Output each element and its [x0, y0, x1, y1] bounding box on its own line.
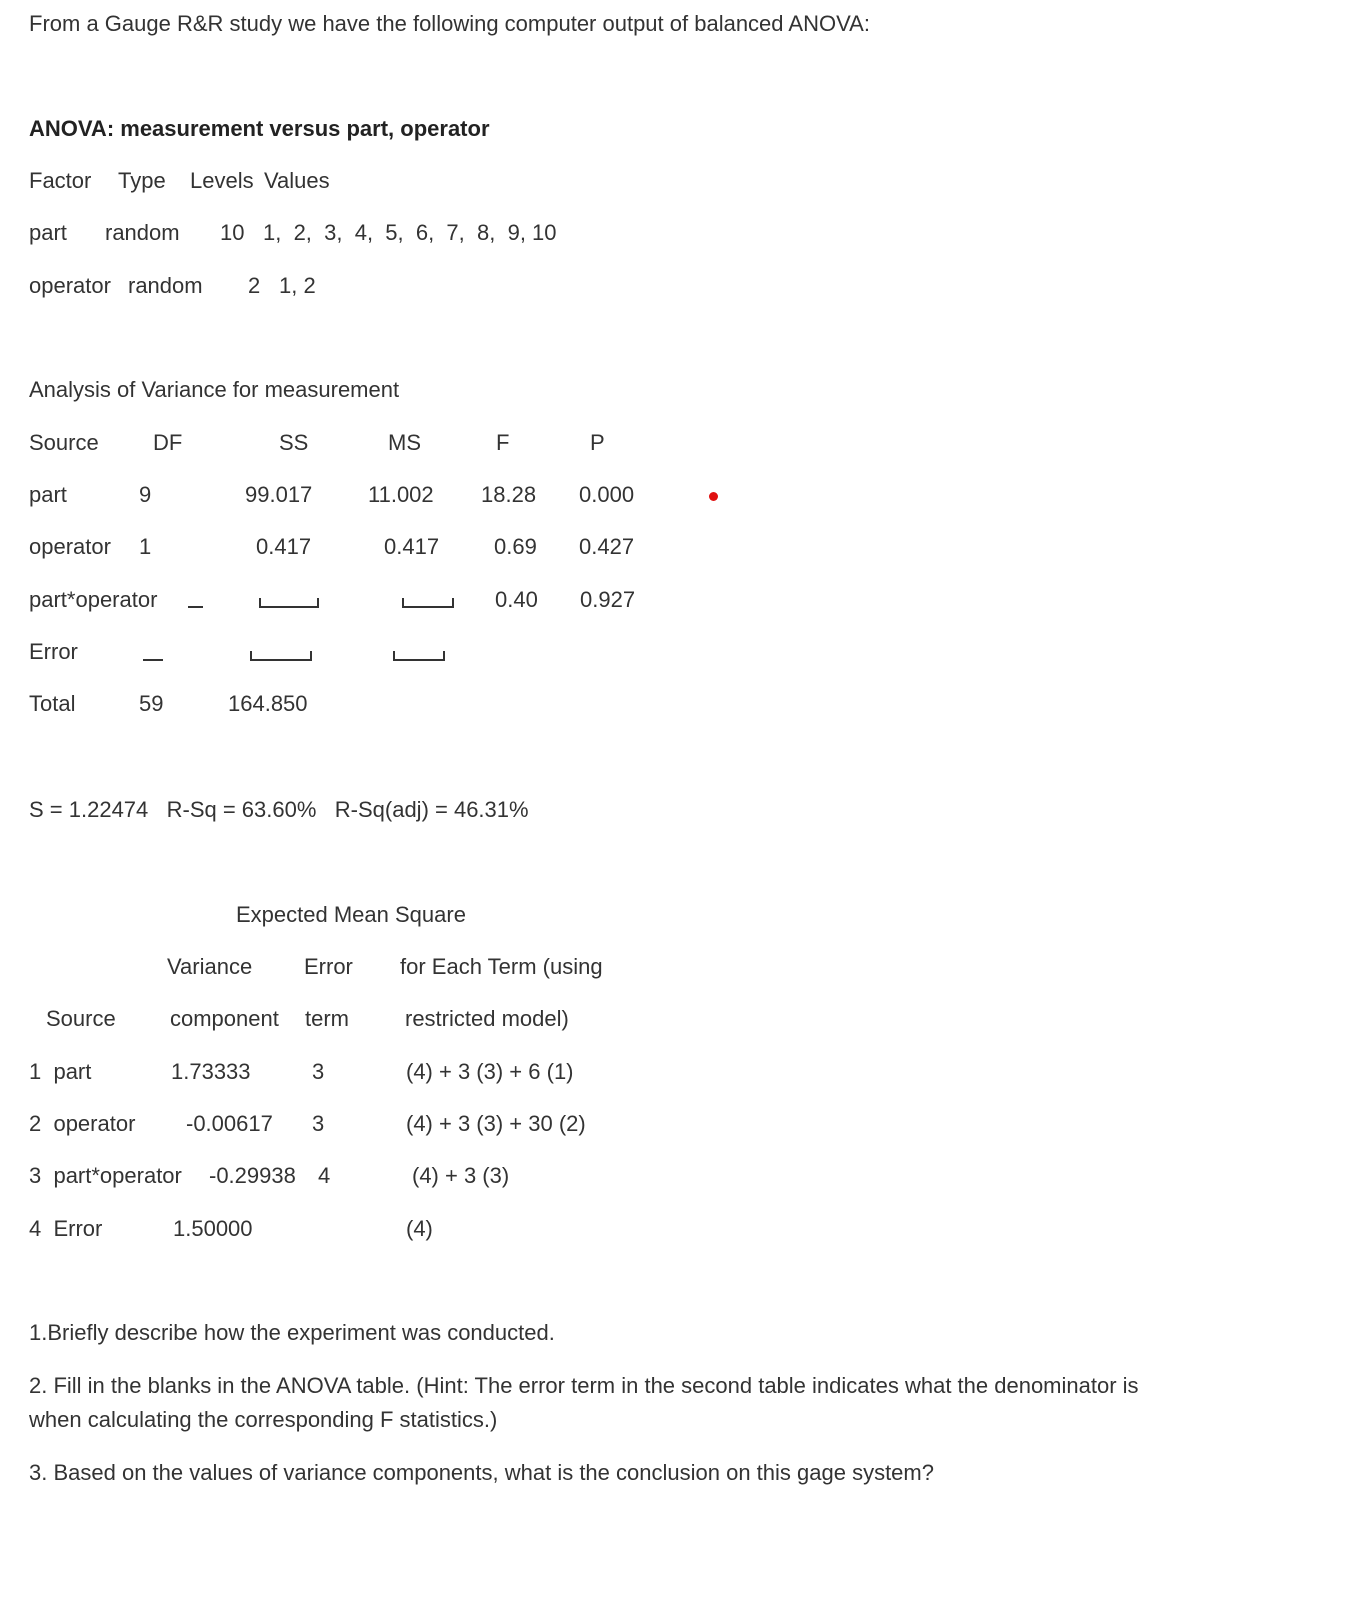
ems-row-operator-term: 3	[312, 1111, 325, 1136]
anova-row-interaction-p: 0.927	[580, 587, 636, 612]
factor-row-part-name: part	[29, 220, 67, 245]
anova-row-operator-source: operator	[29, 534, 111, 559]
anova-row-error-ms-blank[interactable]	[393, 659, 445, 661]
factor-row-operator-values: 1, 2	[279, 273, 316, 298]
anova-row-part-ss: 99.017	[245, 482, 313, 507]
ems-header-variance: Variance	[167, 954, 253, 979]
factor-row-part-values: 1, 2, 3, 4, 5, 6, 7, 8, 9, 10	[263, 220, 557, 245]
ems-row-part-term: 3	[312, 1059, 325, 1084]
anova-header-ss: SS	[279, 430, 309, 455]
anova-row-interaction-f: 0.40	[495, 587, 538, 612]
anova-header-ms: MS	[388, 430, 421, 455]
ems-row-operator-ems: (4) + 3 (3) + 30 (2)	[406, 1111, 586, 1136]
ems-header-for-each-term: for Each Term (using	[400, 954, 603, 979]
ems-header-restricted-model: restricted model)	[405, 1006, 569, 1031]
variance-title: Analysis of Variance for measurement	[29, 377, 400, 402]
ems-row-operator-component: -0.00617	[186, 1111, 273, 1136]
ems-row-interaction-ems: (4) + 3 (3)	[412, 1163, 510, 1188]
red-dot-marker	[709, 492, 718, 501]
ems-row-interaction-source: 3 part*operator	[29, 1163, 182, 1188]
ems-header-error: Error	[304, 954, 353, 979]
ems-row-part-source: 1 part	[29, 1059, 92, 1084]
factor-row-part-levels: 10	[220, 220, 245, 245]
ems-header-source: Source	[46, 1006, 116, 1031]
anova-row-interaction-source: part*operator	[29, 587, 158, 612]
question-3: 3. Based on the values of variance components, what is the conclusion on this gage system?	[29, 1460, 934, 1485]
anova-row-error-ss-blank[interactable]	[250, 659, 312, 661]
anova-row-interaction-ss-blank[interactable]	[259, 606, 319, 608]
ems-row-interaction-term: 4	[318, 1163, 331, 1188]
anova-title: ANOVA: measurement versus part, operator	[29, 116, 490, 141]
anova-row-part-df: 9	[139, 482, 152, 507]
anova-header-source: Source	[29, 430, 99, 455]
anova-row-part-p: 0.000	[579, 482, 635, 507]
factor-header-factor: Factor	[29, 168, 92, 193]
ems-row-error-component: 1.50000	[173, 1216, 253, 1241]
anova-row-part-f: 18.28	[481, 482, 537, 507]
factor-header-values: Values	[264, 168, 330, 193]
factor-header-levels: Levels	[190, 168, 254, 193]
ems-row-error-ems: (4)	[406, 1216, 433, 1241]
anova-row-total-df: 59	[139, 691, 164, 716]
ems-row-error-source: 4 Error	[29, 1216, 103, 1241]
question-2-line-2: when calculating the corresponding F statistics.)	[29, 1407, 498, 1432]
anova-row-error-source: Error	[29, 639, 78, 664]
ems-title: Expected Mean Square	[236, 902, 466, 927]
ems-row-part-ems: (4) + 3 (3) + 6 (1)	[406, 1059, 574, 1084]
anova-row-part-source: part	[29, 482, 67, 507]
factor-row-operator-levels: 2	[248, 273, 261, 298]
anova-row-total-ss: 164.850	[228, 691, 308, 716]
question-1: 1.Briefly describe how the experiment was conducted.	[29, 1320, 555, 1345]
anova-row-error-df-blank[interactable]	[143, 659, 163, 661]
anova-row-operator-ms: 0.417	[384, 534, 440, 559]
anova-row-operator-df: 1	[139, 534, 152, 559]
anova-row-operator-ss: 0.417	[256, 534, 312, 559]
anova-row-interaction-ms-blank[interactable]	[402, 606, 454, 608]
intro-text: From a Gauge R&R study we have the following computer output of balanced ANOVA:	[29, 11, 870, 36]
question-2-line-1: 2. Fill in the blanks in the ANOVA table. (Hint: The error term in the second table indicates what the denominator is	[29, 1373, 1139, 1398]
factor-row-part-type: random	[105, 220, 180, 245]
factor-row-operator-name: operator	[29, 273, 111, 298]
ems-row-operator-source: 2 operator	[29, 1111, 136, 1136]
model-summary: S = 1.22474 R-Sq = 63.60% R-Sq(adj) = 46.31%	[29, 797, 529, 822]
anova-row-total-source: Total	[29, 691, 76, 716]
anova-header-df: DF	[153, 430, 183, 455]
anova-header-p: P	[590, 430, 605, 455]
ems-row-part-component: 1.73333	[171, 1059, 251, 1084]
ems-header-term: term	[305, 1006, 349, 1031]
anova-row-operator-f: 0.69	[494, 534, 537, 559]
anova-header-f: F	[496, 430, 510, 455]
anova-row-interaction-df-blank[interactable]	[188, 606, 203, 608]
anova-row-operator-p: 0.427	[579, 534, 635, 559]
ems-header-component: component	[170, 1006, 279, 1031]
factor-row-operator-type: random	[128, 273, 203, 298]
factor-header-type: Type	[118, 168, 166, 193]
ems-row-interaction-component: -0.29938	[209, 1163, 296, 1188]
anova-row-part-ms: 11.002	[368, 482, 434, 507]
